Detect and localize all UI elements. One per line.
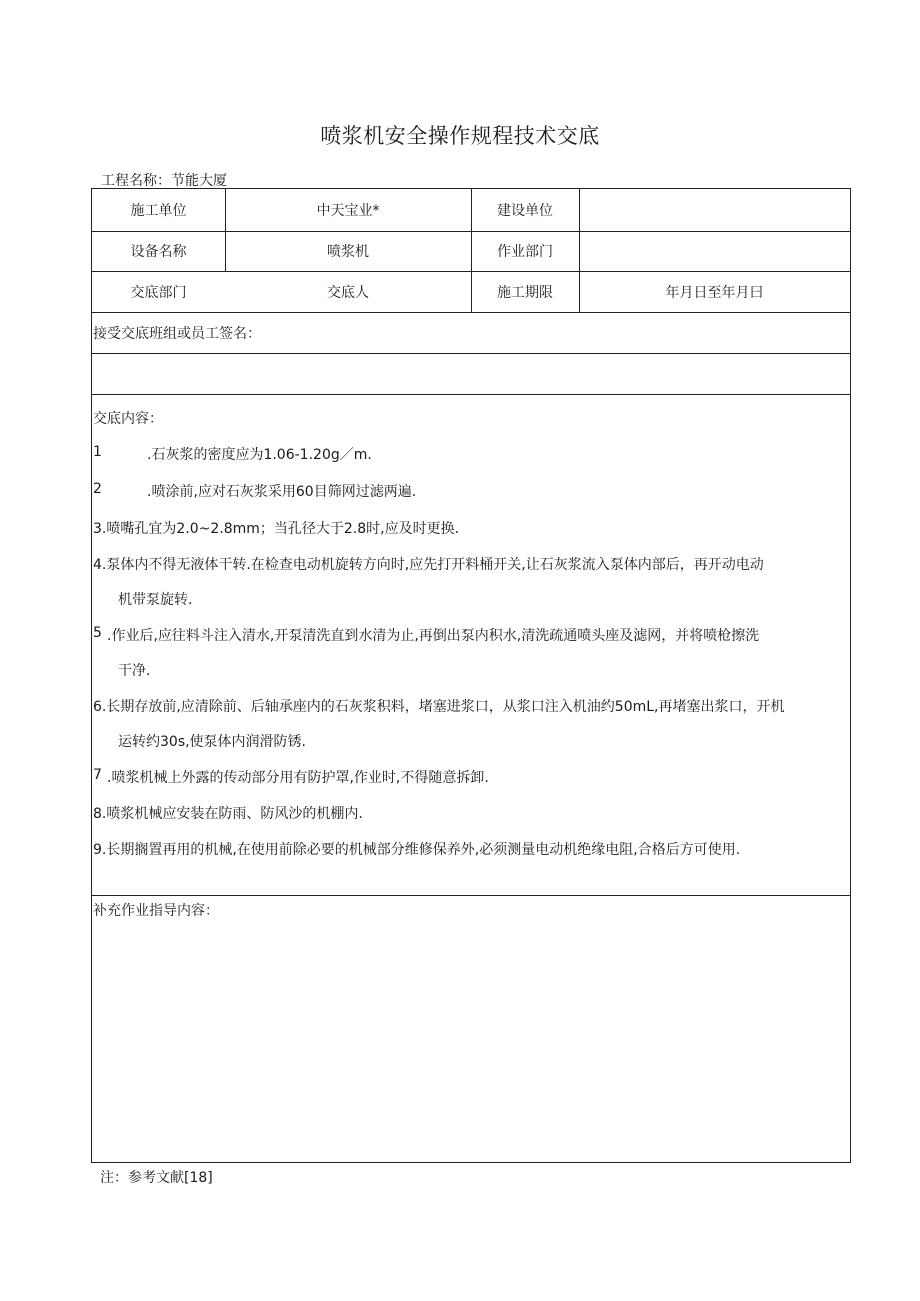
list-item: 6.长期存放前,应清除前、后轴承座内的石灰浆积料，堵塞进浆口，从浆口注入机油约50mL,再堵塞出浆口，开机 xyxy=(93,699,785,715)
list-item: 8.喷浆机械应安装在防雨、防风沙的机棚内. xyxy=(93,806,363,822)
list-item: .作业后,应往料斗注入清水,开泵清洗直到水清为止,再倒出泵内积水,清洗疏通喷头座及滤网，并将喷枪擦洗 xyxy=(107,628,760,644)
equipment-name-label: 设备名称 xyxy=(130,244,187,260)
signature-label: 接受交底班组或员工签名： xyxy=(93,325,261,342)
list-item-continuation: 运转约30s,使泵体内润滑防锈. xyxy=(118,734,307,750)
content-label: 交底内容： xyxy=(93,411,163,427)
project-name: 节能大厦 xyxy=(171,173,227,189)
document-title: 喷浆机安全操作规程技术交底 xyxy=(320,124,600,148)
owner-unit-label: 建设单位 xyxy=(497,203,553,219)
discloser-label: 交底人 xyxy=(327,284,369,301)
construction-unit-label: 施工单位 xyxy=(130,203,187,219)
list-item-number: 7 xyxy=(93,767,102,783)
row-divider xyxy=(92,895,850,896)
disclosure-table xyxy=(91,188,851,1163)
list-item: .喷浆机械上外露的传动部分用有防护罩,作业时,不得随意拆卸. xyxy=(107,770,489,786)
work-department-value xyxy=(579,231,850,271)
list-item-continuation: 干净. xyxy=(118,663,151,679)
equipment-name-value: 喷浆机 xyxy=(327,244,369,260)
construction-period-value: 年月日至年月曰 xyxy=(665,284,764,301)
disclosure-content xyxy=(92,394,850,895)
list-item: 3.喷嘴孔宜为2.0~2.8mm；当孔径大于2.8时,应及时更换. xyxy=(93,521,460,537)
project-name-line xyxy=(101,170,227,190)
supplement-label: 补充作业指导内容： xyxy=(93,903,219,919)
row-divider xyxy=(92,353,850,354)
list-item: .喷涂前,应对石灰浆采用60目筛网过滤两遍. xyxy=(147,484,417,500)
owner-unit-value xyxy=(579,189,850,231)
list-item-number: 5 xyxy=(93,625,102,641)
list-item-continuation: 机带泵旋转. xyxy=(118,592,193,608)
list-item: 9.长期搁置再用的机械,在使用前除必要的机械部分维修保养外,必须测量电动机绝缘电阻,合格后方可使用. xyxy=(93,842,741,858)
construction-period-label: 施工期限 xyxy=(497,284,553,301)
project-label: 工程名称： xyxy=(101,173,171,189)
list-item: 4.泵体内不得无液体干转.在检查电动机旋转方向时,应先打开料桶开关,让石灰浆流入泵体内部后，再开动电动 xyxy=(93,557,764,573)
construction-unit-value: 中天宝业* xyxy=(316,203,380,219)
list-item: .石灰浆的密度应为1.06-1.20g／m. xyxy=(147,447,372,463)
work-department-label: 作业部门 xyxy=(497,244,553,260)
list-item-number: 1 xyxy=(93,444,102,460)
reference-note: 注：参考文献[18] xyxy=(100,1170,213,1186)
list-item-number: 2 xyxy=(93,481,102,497)
disclosure-department-label: 交底部门 xyxy=(130,284,187,301)
